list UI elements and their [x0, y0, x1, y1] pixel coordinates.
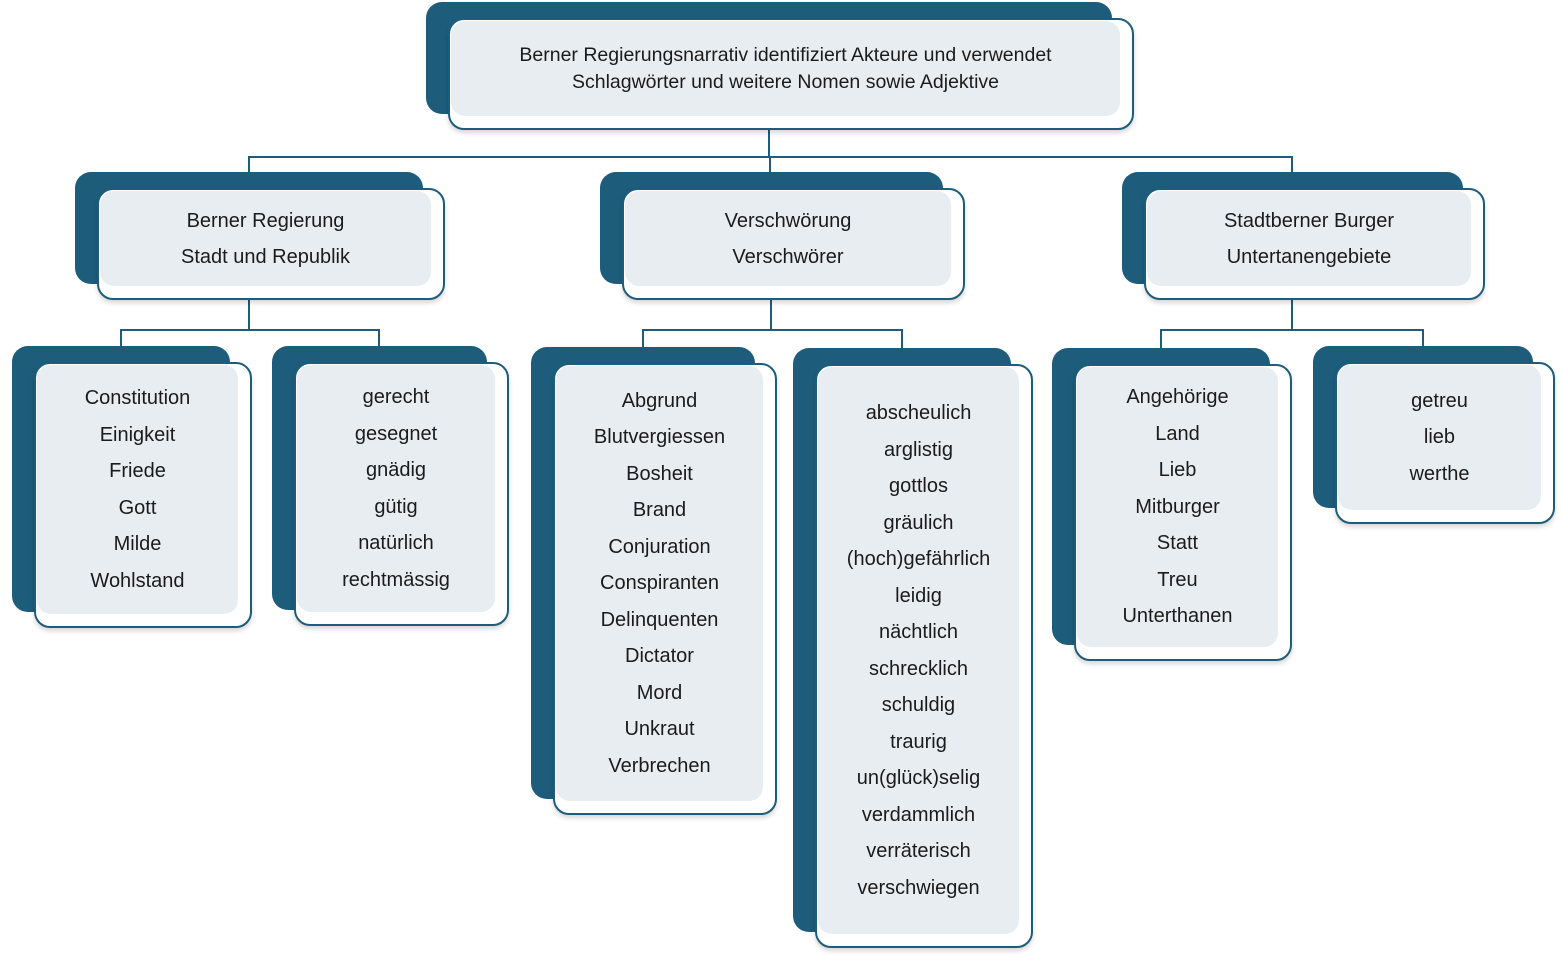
root-label: Berner Regierungsnarrativ identifiziert Akteure und verwendet Schlagwörter und weitere Nomen sowie Adjektive	[519, 43, 1052, 93]
list-item: gerecht	[362, 386, 430, 408]
list-item: rechtmässig	[342, 568, 450, 591]
list-item: Mitburger	[1135, 495, 1220, 518]
list-item: Conjuration	[608, 535, 711, 558]
list-item: gräulich	[883, 511, 954, 534]
list-item: (hoch)gefährlich	[846, 548, 991, 570]
node-leaf-verschwoerung-adjectives	[793, 348, 1011, 932]
node-leaf-verschwoerung-nouns	[531, 347, 755, 799]
branch-label-line2: Untertanengebiete	[1226, 245, 1392, 268]
node-root	[426, 2, 1112, 114]
node-body	[556, 366, 763, 801]
node-leaf-burger-nouns	[1052, 348, 1270, 645]
list-item: verschwiegen	[857, 876, 980, 899]
list-item: schuldig	[881, 694, 956, 716]
list-item: Conspiranten	[600, 572, 719, 595]
list-item: Verbrechen	[608, 754, 711, 777]
node-branch-regierung	[75, 172, 423, 284]
list-item: gesegnet	[354, 422, 438, 445]
list-item: gütig	[374, 495, 418, 518]
list-item: Brand	[632, 499, 687, 522]
list-item: Angehörige	[1126, 386, 1229, 409]
branch-label-line1: Stadtberner Burger	[1223, 209, 1395, 232]
list-item: Treu	[1157, 568, 1198, 591]
node-body	[1077, 367, 1278, 647]
list-item: Dictator	[625, 645, 694, 668]
branch-label-line1: Berner Regierung	[186, 209, 345, 232]
list-item: arglistig	[884, 438, 953, 461]
list-item: Einigkeit	[99, 423, 176, 446]
node-branch-verschwoerung	[600, 172, 943, 284]
list-item: Statt	[1156, 532, 1199, 555]
list-item: gottlos	[889, 475, 948, 497]
node-body	[818, 367, 1019, 934]
node-leaf-regierung-adjectives	[272, 346, 487, 610]
list-item: werthe	[1409, 462, 1470, 485]
list-item: Wohlstand	[90, 569, 185, 592]
list-item: Land	[1155, 422, 1200, 445]
list-item: verräterisch	[866, 840, 971, 862]
list-item: natürlich	[358, 532, 434, 554]
list-item: Friede	[109, 460, 166, 482]
list-item: schrecklich	[869, 657, 968, 680]
list-item: Unkraut	[624, 718, 695, 741]
list-item: traurig	[890, 730, 947, 753]
list-item: Milde	[113, 533, 162, 555]
node-body	[100, 191, 431, 286]
list-item: leidig	[895, 584, 942, 607]
list-item: nächtlich	[879, 621, 958, 643]
node-body	[1147, 191, 1471, 286]
list-item: Constitution	[84, 387, 191, 409]
list-item: Abgrund	[621, 389, 698, 412]
list-item: Delinquenten	[600, 608, 719, 631]
list-item: getreu	[1411, 389, 1468, 412]
node-body	[625, 191, 951, 286]
node-leaf-regierung-nouns	[12, 346, 230, 612]
list-item: Mord	[636, 681, 683, 704]
node-root-body	[451, 21, 1120, 116]
list-item: verdammlich	[861, 803, 976, 826]
node-leaf-burger-adjectives	[1313, 346, 1533, 508]
list-item: lieb	[1423, 426, 1456, 449]
list-item: Blutvergiessen	[593, 426, 726, 449]
list-item: abscheulich	[865, 402, 972, 424]
node-branch-burger	[1122, 172, 1463, 284]
list-item: Unterthanen	[1122, 605, 1233, 628]
list-item: Gott	[118, 496, 157, 519]
list-item: Bosheit	[626, 462, 693, 485]
branch-label-line2: Stadt und Republik	[180, 245, 350, 268]
branch-label-line2: Verschwörer	[732, 245, 844, 268]
list-item: un(glück)selig	[856, 767, 981, 789]
list-item: gnädig	[365, 459, 427, 481]
node-body	[297, 365, 495, 612]
branch-label-line1: Verschwörung	[724, 209, 852, 232]
node-body	[1338, 365, 1541, 510]
list-item: Lieb	[1158, 459, 1197, 482]
node-body	[37, 365, 238, 614]
